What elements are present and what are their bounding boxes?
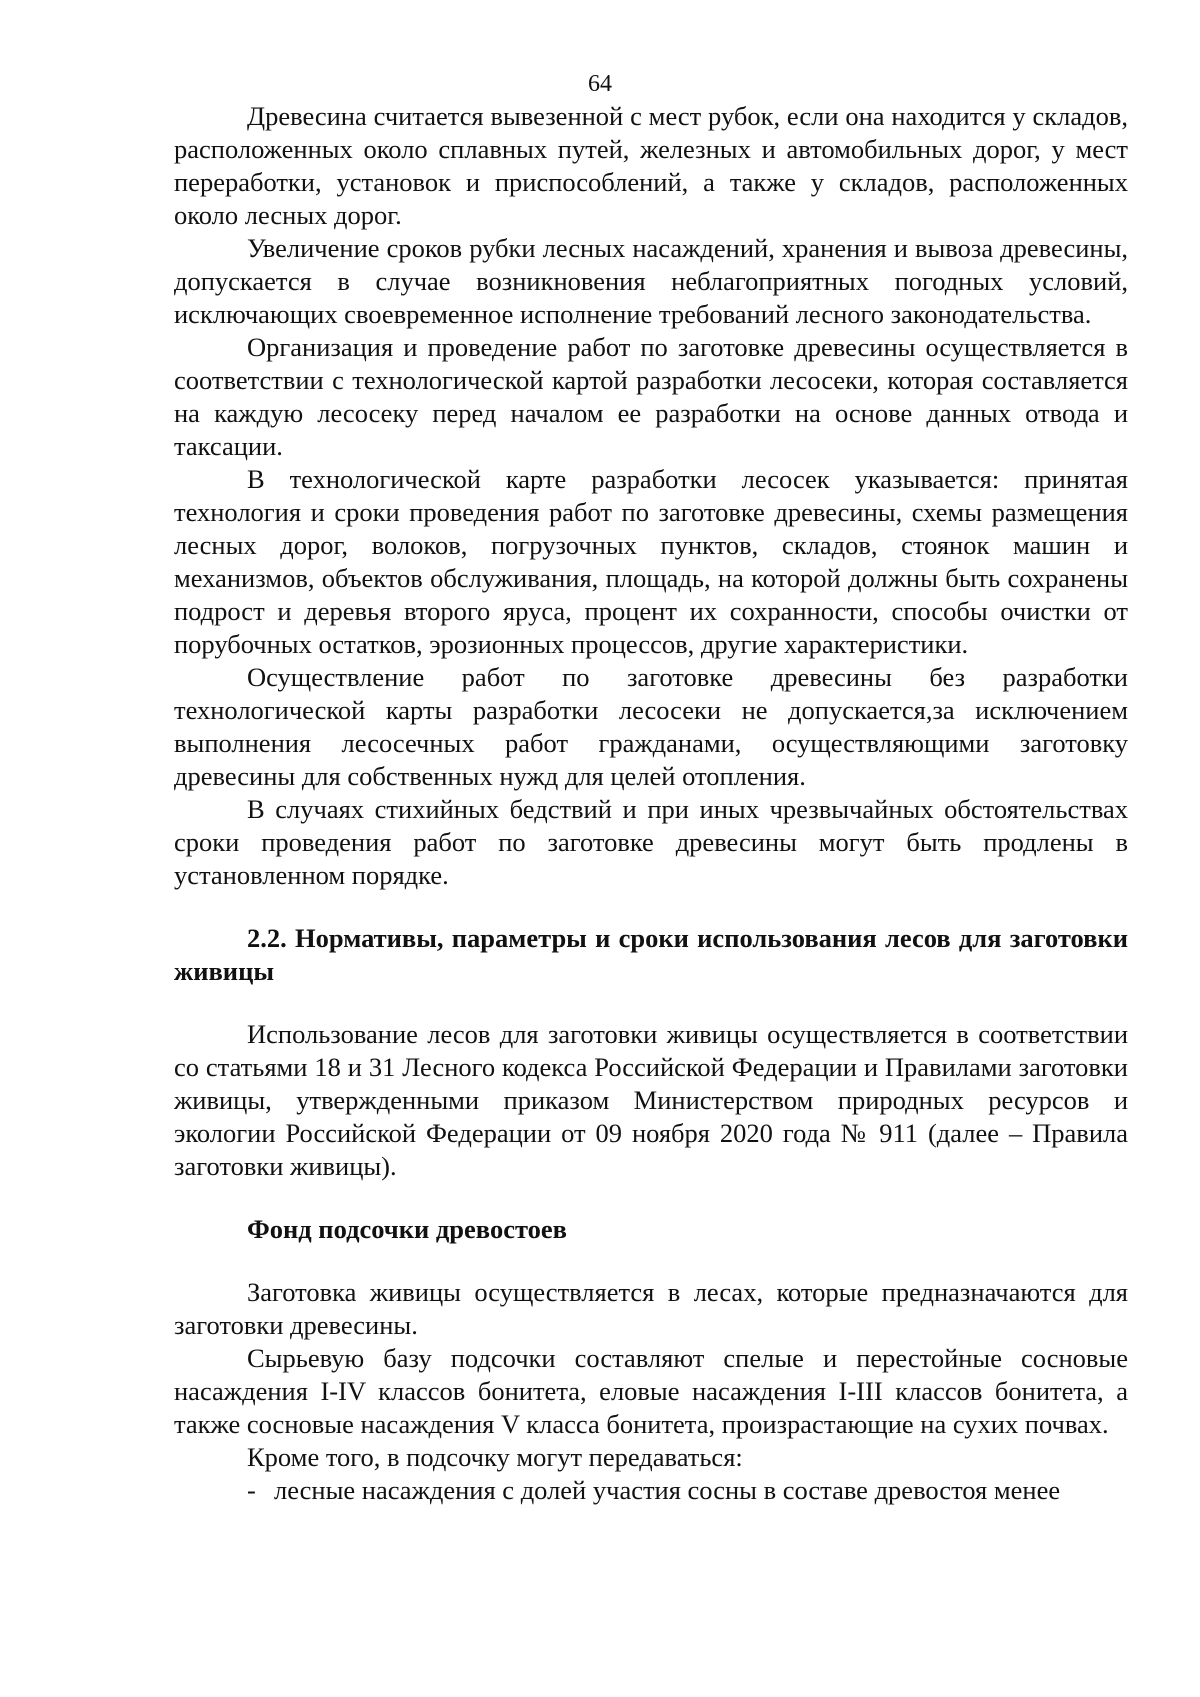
spacer — [174, 1246, 1128, 1276]
list-marker: - — [247, 1475, 256, 1505]
paragraph: В технологической карте разработки лесосек указывается: принятая технология и сроки проведения работ по заготовке древесины, схемы размещения лесных дорог, волоков, погрузочных пунктов, складов, стоянок машин и механизмов, объектов обслуживания, площадь, на которой должны быть сохранены подрост и деревья второго яруса, процент их сохранности, способы очистки от порубочных остатков, эрозионных процессов, другие характеристики. — [174, 464, 1128, 659]
paragraph: Увеличение сроков рубки лесных насаждений, хранения и вывоза древесины, допускается в случае возникновения неблагоприятных погодных условий, исключающих своевременное исполнение требований лесного законодательства. — [174, 233, 1128, 329]
paragraph: Сырьевую базу подсочки составляют спелые и перестойные сосновые насаждения I-IV классов бонитета, еловые насаждения I-III классов бонитета, а также сосновые насаждения V класса бонитета, произрастающие на сухих почвах. — [174, 1343, 1128, 1439]
spacer — [174, 892, 1128, 922]
list-item-text: лесные насаждения с долей участия сосны в составе древостоя менее — [274, 1475, 1061, 1505]
spacer — [174, 1183, 1128, 1213]
paragraph: Осуществление работ по заготовке древесины без разработки технологической карты разработки лесосеки не допускается,за исключением выполнения лесосечных работ гражданами, осуществляющими заготовку древесины для собственных нужд для целей отопления. — [174, 662, 1128, 791]
page-content — [174, 100, 1128, 1507]
section-heading: 2.2. Нормативы, параметры и сроки использования лесов для заготовки живицы — [174, 923, 1128, 986]
paragraph: Древесина считается вывезенной с мест рубок, если она находится у складов, расположенных около сплавных путей, железных и автомобильных дорог, у мест переработки, установок и приспособлений, а также у складов, расположенных около лесных дорог. — [174, 101, 1128, 230]
list-item — [174, 1474, 1128, 1507]
subheading: Фонд подсочки древостоев — [247, 1214, 567, 1244]
paragraph: В случаях стихийных бедствий и при иных чрезвычайных обстоятельствах сроки проведения работ по заготовке древесины могут быть продлены в установленном порядке. — [174, 794, 1128, 890]
spacer — [174, 988, 1128, 1018]
paragraph: Организация и проведение работ по заготовке древесины осуществляется в соответствии с технологической картой разработки лесосеки, которая составляется на каждую лесосеку перед началом ее разработки на основе данных отвода и таксации. — [174, 332, 1128, 461]
paragraph: Использование лесов для заготовки живицы осуществляется в соответствии со статьями 18 и 31 Лесного кодекса Российской Федерации и Правилами заготовки живицы, утвержденными приказом Министерством природных ресурсов и экологии Российской Федерации от 09 ноября 2020 года № 911 (далее – Правила заготовки живицы). — [174, 1019, 1128, 1181]
paragraph: Кроме того, в подсочку могут передаваться: — [247, 1442, 743, 1472]
paragraph: Заготовка живицы осуществляется в лесах, которые предназначаются для заготовки древесины. — [174, 1277, 1128, 1340]
page-number: 64 — [588, 71, 612, 97]
